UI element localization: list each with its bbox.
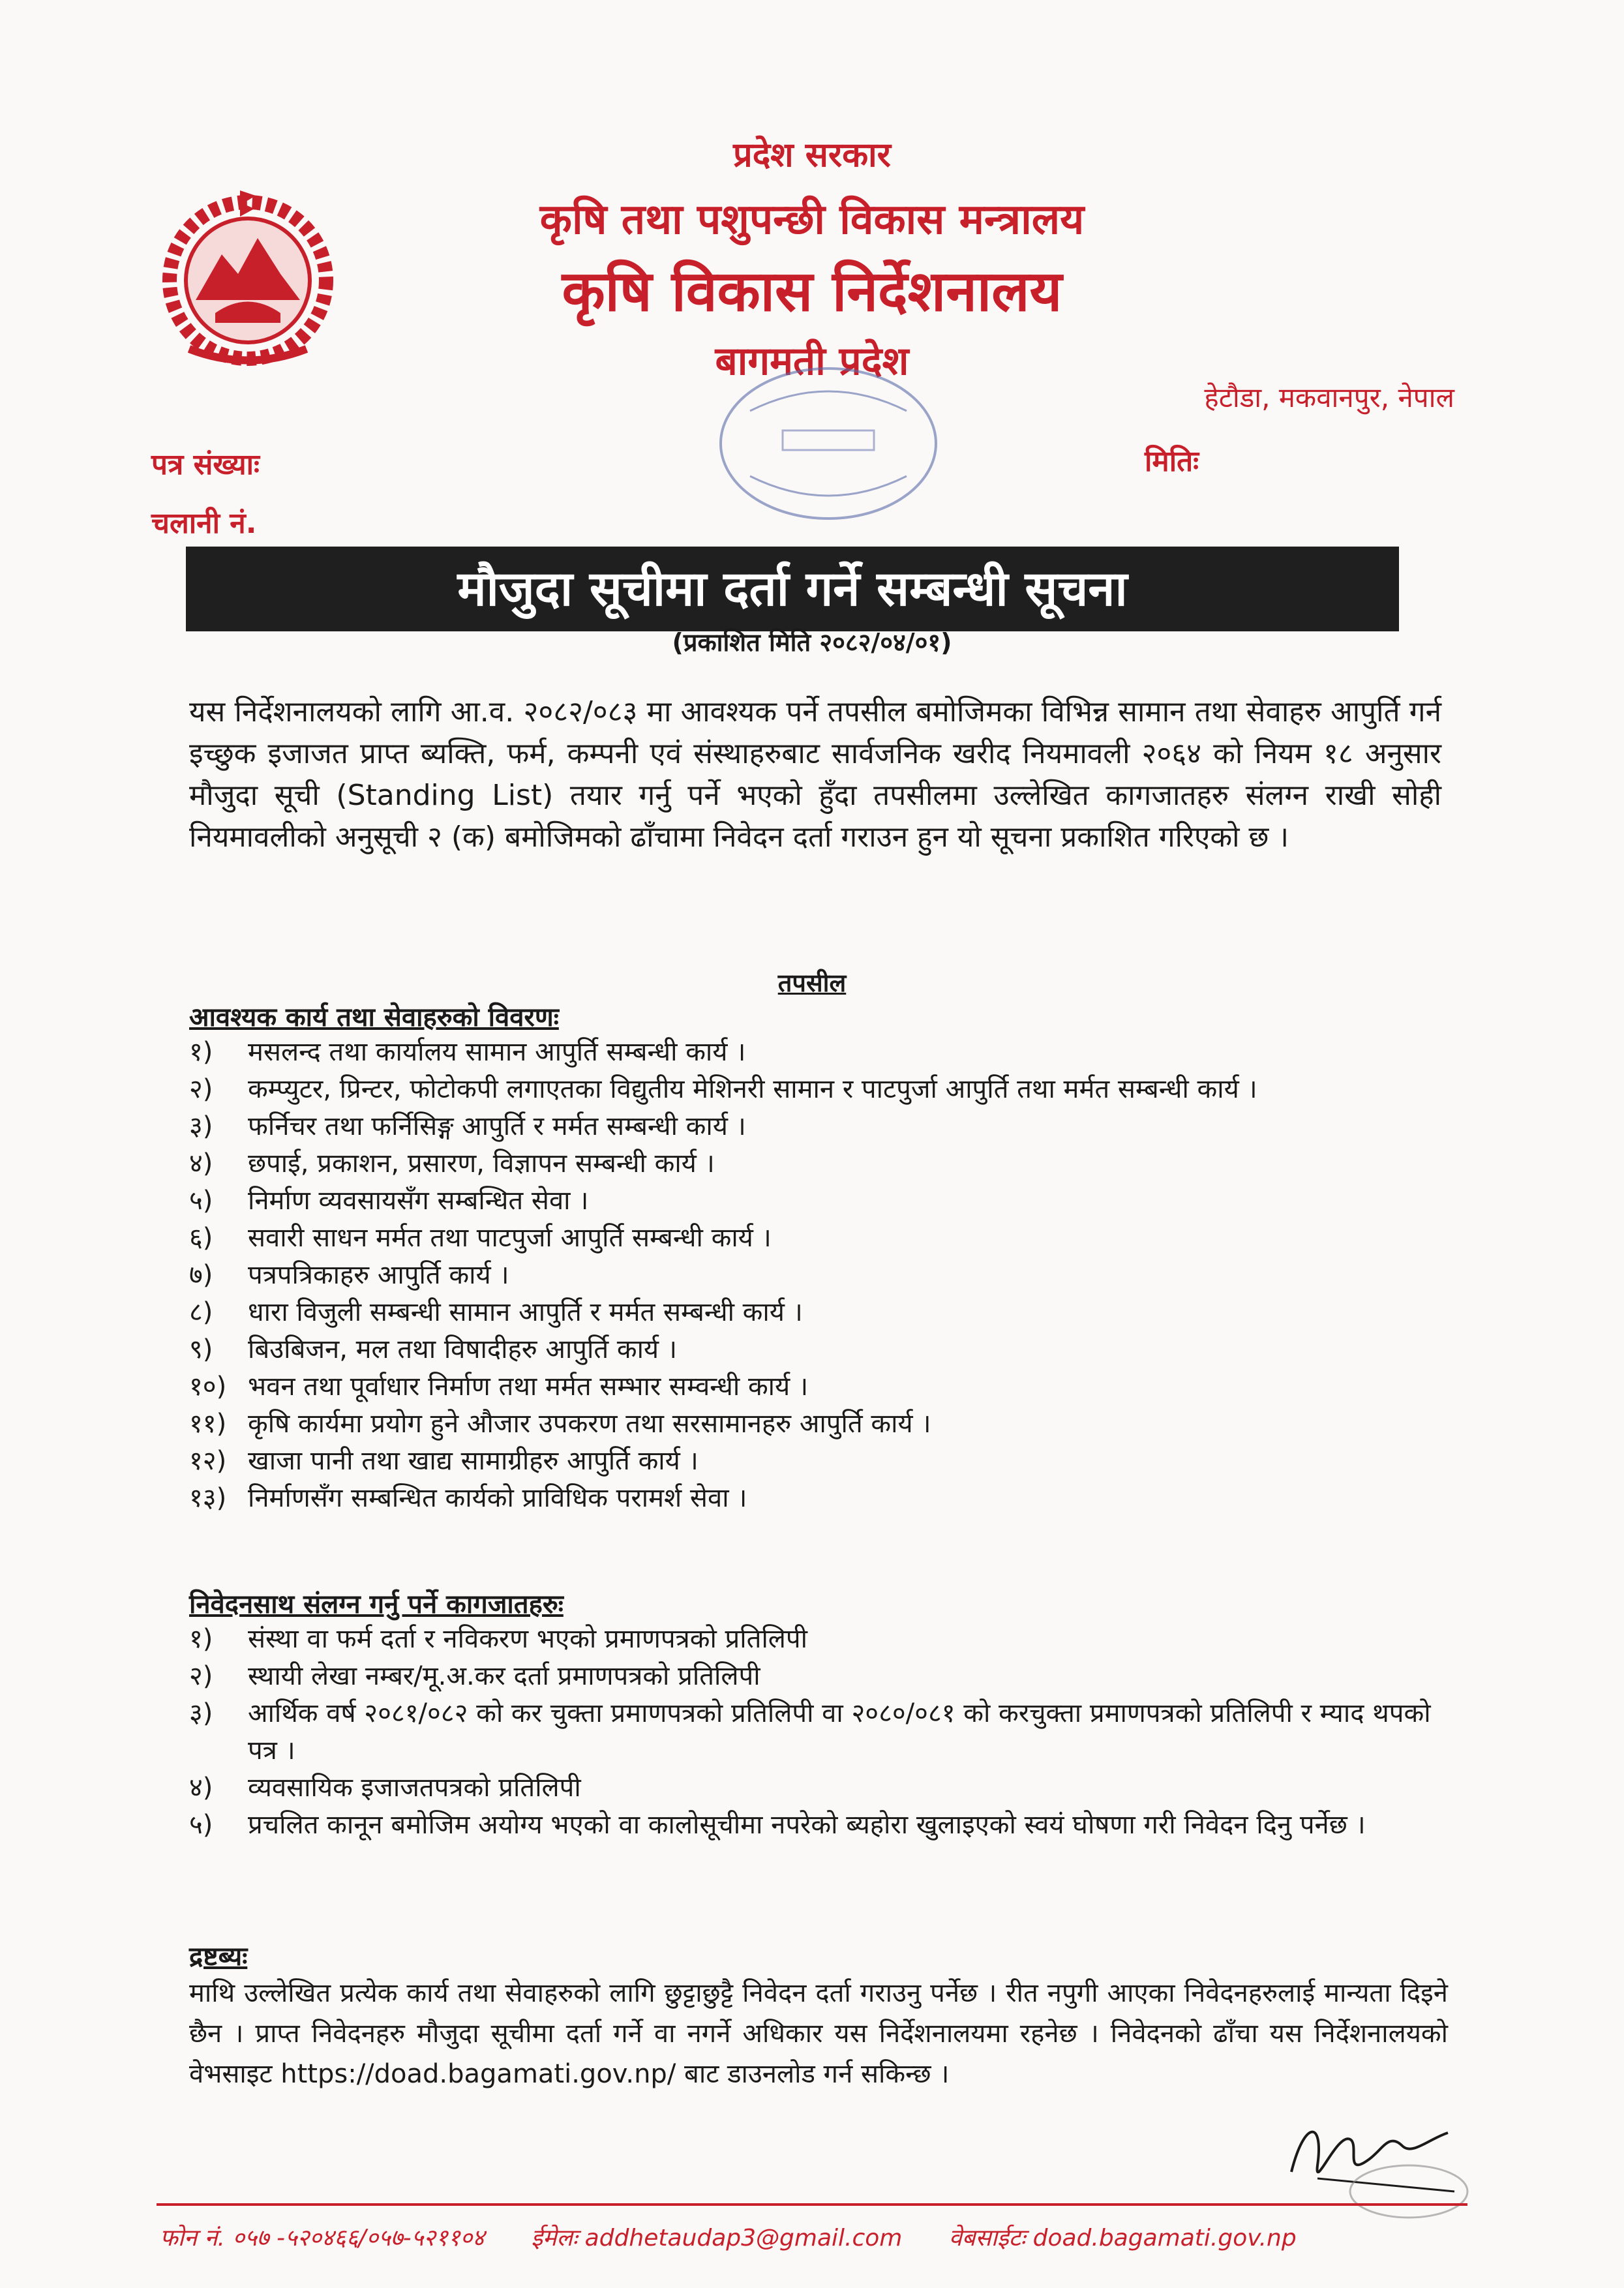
date-label: मितिः [1145, 445, 1199, 478]
list-item: १) मसलन्द तथा कार्यालय सामान आपुर्ति सम्बन्धी कार्य । [189, 1037, 746, 1067]
office-location: हेटौडा, मकवानपुर, नेपाल [1204, 382, 1454, 414]
documents-list [189, 1621, 1467, 1844]
list-item: २) स्थायी लेखा नम्बर/मू.अ.कर दर्ता प्रमाणपत्रको प्रतिलिपी [189, 1661, 760, 1691]
intro-paragraph: यस निर्देशनालयको लागि आ.व. २०८२/०८३ मा आवश्यक पर्ने तपसील बमोजिमका विभिन्न सामान तथा सेवाहरु आपुर्ति गर्न इच्छुक इजाजत प्राप्त ब्यक्ति, फर्म, कम्पनी एवं संस्थाहरुबाट सार्वजनिक खरीद नियमावली २०६४ को नियम १८ अनुसार मौजुदा सूची (Standing List) तयार गर्नु पर्ने भएको हुँदा तपसीलमा उल्लेखित कागजातहरु संलग्न राखी सोही नियमावलीको अनुसूची २ (क) बमोजिमको ढाँचामा निवेदन दर्ता गराउन हुन यो सूचना प्रकाशित गरिएको छ । [189, 695, 1441, 854]
footer [160, 2221, 1471, 2253]
list-item: ३) फर्निचर तथा फर्निसिङ्ग आपुर्ति र मर्मत सम्बन्धी कार्य । [189, 1111, 746, 1141]
header-province: बागमती प्रदेश [715, 339, 909, 384]
list-item: ४) व्यवसायिक इजाजतपत्रको प्रतिलिपी [189, 1773, 581, 1803]
list-item: २) कम्प्युटर, प्रिन्टर, फोटोकपी लगाएतका विद्युतीय मेशिनरी सामान र पाटपुर्जा आपुर्ति तथा मर्मत सम्बन्धी कार्य । [189, 1074, 1257, 1104]
list-item: १२) खाजा पानी तथा खाद्य सामाग्रीहरु आपुर्ति कार्य । [189, 1446, 699, 1476]
office-stamp [711, 352, 946, 535]
list-item: १३) निर्माणसँग सम्बन्धित कार्यको प्राविधिक परामर्श सेवा । [189, 1483, 747, 1513]
header-government: प्रदेश सरकार [733, 136, 891, 175]
header-directorate: कृषि विकास निर्देशनालय [562, 259, 1062, 324]
list-item: ५) निर्माण व्यवसायसँग सम्बन्धित सेवा । [189, 1186, 589, 1216]
list-item: ९) बिउबिजन, मल तथा विषादीहरु आपुर्ति कार्य । [189, 1334, 678, 1364]
documents-heading: निवेदनसाथ संलग्न गर्नु पर्ने कागजातहरुः [189, 1589, 564, 1619]
header-ministry: कृषि तथा पशुपन्छी विकास मन्त्रालय [539, 196, 1085, 244]
footer-website[interactable]: वेबसाईटः doad.bagamati.gov.np [948, 2225, 1297, 2251]
note-heading: द्रष्टब्यः [189, 1942, 248, 1972]
list-item: ५) प्रचलित कानून बमोजिम अयोग्य भएको वा कालोसूचीमा नपरेको ब्यहोरा खुलाइएको स्वयं घोषणा गरी निवेदन दिनु पर्नेछ । [189, 1810, 1366, 1840]
list-item: ६) सवारी साधन मर्मत तथा पाटपुर्जा आपुर्ति सम्बन्धी कार्य । [189, 1223, 772, 1253]
notice-title: मौजुदा सूचीमा दर्ता गर्ने सम्बन्धी सूचना [186, 547, 1399, 631]
list-item: ७) पत्रपत्रिकाहरु आपुर्ति कार्य । [189, 1260, 509, 1290]
list-item: १) संस्था वा फर्म दर्ता र नविकरण भएको प्रमाणपत्रको प्रतिलिपी [189, 1624, 807, 1654]
published-date: (प्रकाशित मिति २०८२/०४/०१) [672, 628, 952, 657]
footer-phone: फोन नं. ०५७ -५२०४६६/०५७-५२११०४ [160, 2225, 485, 2251]
dispatch-number-label: चलानी नं. [151, 507, 257, 540]
list-item: ८) धारा विजुली सम्बन्धी सामान आपुर्ति र मर्मत सम्बन्धी कार्य । [189, 1297, 803, 1327]
services-heading: आवश्यक कार्य तथा सेवाहरुको विवरणः [189, 1002, 559, 1032]
list-item: ३) आर्थिक वर्ष २०८१/०८२ को कर चुक्ता प्रमाणपत्रको प्रतिलिपी वा २०८०/०८१ को करचुक्ता प्रमाणपत्रको प्रतिलिपी र म्याद थपको पत्र । [189, 1698, 1431, 1766]
details-heading: तपसील [777, 969, 847, 997]
list-item: ११) कृषि कार्यमा प्रयोग हुने औजार उपकरण तथा सरसामानहरु आपुर्ति कार्य । [189, 1409, 931, 1439]
list-item: ४) छपाई, प्रकाशन, प्रसारण, विज्ञापन सम्बन्धी कार्य । [189, 1149, 715, 1179]
list-item: १०) भवन तथा पूर्वाधार निर्माण तथा मर्मत सम्भार सम्वन्धी कार्य । [189, 1372, 809, 1402]
footer-divider [157, 2203, 1467, 2206]
letter-number-label: पत्र संख्याः [151, 448, 260, 481]
footer-email[interactable]: ईमेलः addhetaudap3@gmail.com [531, 2225, 903, 2251]
note-paragraph: माथि उल्लेखित प्रत्येक कार्य तथा सेवाहरुको लागि छुट्टाछुट्टै निवेदन दर्ता गराउनु पर्नेछ । रीत नपुगी आएका निवेदनहरुलाई मान्यता दिइने छैन । प्राप्त निवेदनहरु मौजुदा सूचीमा दर्ता गर्ने वा नगर्ने अधिकार यस निर्देशनालयमा रहनेछ । निवेदनको ढाँचा यस निर्देशनालयको वेभसाइट https://doad.bagamati.gov.np/ बाट डाउनलोड गर्न सकिन्छ । [189, 1978, 1448, 2089]
services-list [189, 1034, 1467, 1517]
